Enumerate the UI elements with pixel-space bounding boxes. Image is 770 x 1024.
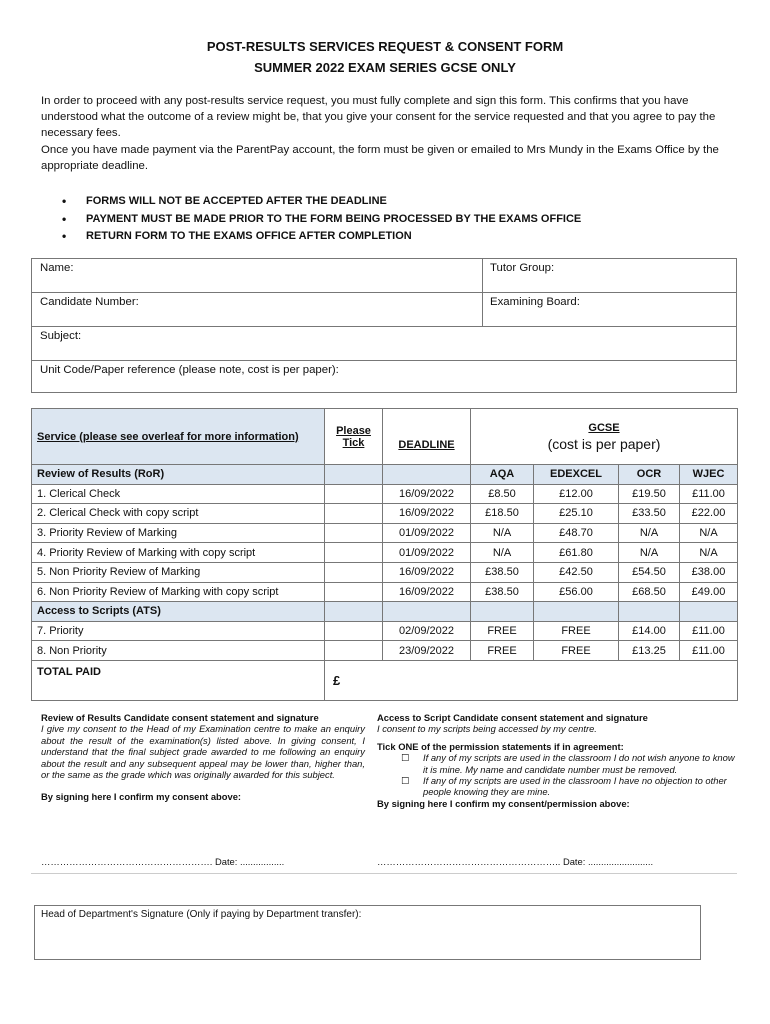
deadline-cell: 02/09/2022 xyxy=(383,621,471,641)
edexcel-price: FREE xyxy=(534,621,619,641)
details-row xyxy=(32,259,736,293)
tick-cell[interactable] xyxy=(325,582,383,602)
ocr-price: £13.25 xyxy=(619,641,680,661)
wjec-price: £22.00 xyxy=(680,504,738,524)
ocr-price: N/A xyxy=(619,543,680,563)
rule-item: • PAYMENT MUST BE MADE PRIOR TO THE FORM BEING PROCESSED BY THE EXAMS OFFICE xyxy=(62,211,581,229)
ocr-price: £54.50 xyxy=(619,562,680,582)
ocr-price: £14.00 xyxy=(619,621,680,641)
total-label: TOTAL PAID xyxy=(32,660,325,700)
service-name: 6. Non Priority Review of Marking with copy script xyxy=(32,582,325,602)
edexcel-price: £42.50 xyxy=(534,562,619,582)
ror-section-label: Review of Results (RoR) xyxy=(32,465,325,485)
wjec-price: £11.00 xyxy=(680,621,738,641)
board-header: EDEXCEL xyxy=(534,465,619,485)
total-paid-field[interactable]: £ xyxy=(325,660,738,700)
tick-cell[interactable] xyxy=(325,562,383,582)
board-header: OCR xyxy=(619,465,680,485)
ocr-price: £19.50 xyxy=(619,484,680,504)
name-field[interactable]: Name: xyxy=(40,262,74,274)
service-header: Service (please see overleaf for more information) xyxy=(32,409,325,465)
ror-signing-text: By signing here I confirm my consent above: xyxy=(41,791,242,803)
wjec-price: £49.00 xyxy=(680,582,738,602)
rule-item: • RETURN FORM TO THE EXAMS OFFICE AFTER COMPLETION xyxy=(62,228,581,246)
ror-signature-line[interactable]: ………………………………………………. Date: ................. xyxy=(41,856,285,867)
tick-cell[interactable] xyxy=(325,523,383,543)
wjec-price: £11.00 xyxy=(680,641,738,661)
ats-consent-heading: Access to Script Candidate consent statement and signature xyxy=(377,712,648,723)
edexcel-price: FREE xyxy=(534,641,619,661)
checkbox-icon[interactable]: ☐ xyxy=(401,752,410,764)
deadline-cell: 01/09/2022 xyxy=(383,543,471,563)
rule-item: • FORMS WILL NOT BE ACCEPTED AFTER THE DEADLINE xyxy=(62,193,581,211)
wjec-price: £38.00 xyxy=(680,562,738,582)
aqa-price: £38.50 xyxy=(471,582,534,602)
wjec-price: N/A xyxy=(680,523,738,543)
tick-cell[interactable] xyxy=(325,621,383,641)
ats-option-1: ☐ If any of my scripts are used in the classroom I do not wish anyone to know it is mine. My name and candidate number must be removed. xyxy=(401,752,735,775)
service-name: 4. Priority Review of Marking with copy script xyxy=(32,543,325,563)
gcse-header: GCSE (cost is per paper) xyxy=(471,409,738,465)
unit-code-field[interactable]: Unit Code/Paper reference (please note, cost is per paper): xyxy=(40,364,339,376)
ocr-price: £68.50 xyxy=(619,582,680,602)
deadline-cell: 01/09/2022 xyxy=(383,523,471,543)
deadline-cell: 16/09/2022 xyxy=(383,484,471,504)
candidate-number-field[interactable]: Candidate Number: xyxy=(40,296,139,308)
service-name: 5. Non Priority Review of Marking xyxy=(32,562,325,582)
edexcel-price: £25.10 xyxy=(534,504,619,524)
intro-text xyxy=(41,93,721,174)
service-name: 1. Clerical Check xyxy=(32,484,325,504)
checkbox-icon[interactable]: ☐ xyxy=(401,775,410,787)
intro-paragraph-1: In order to proceed with any post-results service request, you must fully complete and sign this form. This confirms that you have understood what the outcome of a review might be, that you give your consent for the service requested and that you agree to pay the necessary fees. xyxy=(41,95,716,140)
table-row xyxy=(32,543,738,563)
ats-option-2: ☐ If any of my scripts are used in the classroom I have no objection to other people knowing they are mine. xyxy=(401,775,727,798)
ats-section-label: Access to Scripts (ATS) xyxy=(32,602,325,622)
rules-list xyxy=(62,193,581,246)
wjec-price: £11.00 xyxy=(680,484,738,504)
ror-consent-body: I give my consent to the Head of my Examination centre to make an enquiry about the result of the examination(s) listed above. In giving consent, I understand that the final subject grade awarded to me following an enquiry about the result and any subsequent appeal may be lower than, higher than, or the same as the grade which was originally awarded for this subject. xyxy=(41,723,365,781)
hod-signature-box[interactable] xyxy=(34,905,701,960)
ocr-price: £33.50 xyxy=(619,504,680,524)
board-header: WJEC xyxy=(680,465,738,485)
deadline-cell: 23/09/2022 xyxy=(383,641,471,661)
ats-tick-instruction: Tick ONE of the permission statements if in agreement: xyxy=(377,740,624,752)
form-subtitle: SUMMER 2022 EXAM SERIES GCSE ONLY xyxy=(254,60,516,75)
aqa-price: FREE xyxy=(471,641,534,661)
aqa-price: N/A xyxy=(471,543,534,563)
ats-signature-line[interactable]: ………………………………………………….. Date: ......................... xyxy=(377,856,654,867)
service-name: 3. Priority Review of Marking xyxy=(32,523,325,543)
aqa-price: £38.50 xyxy=(471,562,534,582)
hod-signature-label: Head of Department's Signature (Only if paying by Department transfer): xyxy=(41,909,362,920)
form-title: POST-RESULTS SERVICES REQUEST & CONSENT FORM xyxy=(206,39,564,54)
details-row xyxy=(32,361,736,392)
aqa-price: £18.50 xyxy=(471,504,534,524)
ror-consent-heading: Review of Results Candidate consent statement and signature xyxy=(41,712,319,723)
tick-cell[interactable] xyxy=(325,484,383,504)
ats-consent-section xyxy=(377,712,737,809)
examining-board-field[interactable]: Examining Board: xyxy=(490,296,580,308)
ats-consent-intro: I consent to my scripts being accessed by my centre. xyxy=(377,723,597,735)
deadline-cell: 16/09/2022 xyxy=(383,504,471,524)
table-row xyxy=(32,582,738,602)
ocr-price: N/A xyxy=(619,523,680,543)
table-row xyxy=(32,621,738,641)
intro-paragraph-2: Once you have made payment via the ParentPay account, the form must be given or emailed to Mrs Mundy in the Exams Office by the appropriate deadline. xyxy=(41,143,719,172)
section-divider xyxy=(31,873,737,874)
tutor-group-field[interactable]: Tutor Group: xyxy=(490,262,555,274)
tick-cell[interactable] xyxy=(325,504,383,524)
edexcel-price: £48.70 xyxy=(534,523,619,543)
edexcel-price: £12.00 xyxy=(534,484,619,504)
edexcel-price: £61.80 xyxy=(534,543,619,563)
ror-consent-section xyxy=(41,712,365,803)
tick-cell[interactable] xyxy=(325,543,383,563)
details-row xyxy=(32,293,736,327)
table-row xyxy=(32,504,738,524)
edexcel-price: £56.00 xyxy=(534,582,619,602)
table-row xyxy=(32,562,738,582)
ats-signing-text: By signing here I confirm my consent/permission above: xyxy=(377,797,630,809)
tick-cell[interactable] xyxy=(325,641,383,661)
aqa-price: £8.50 xyxy=(471,484,534,504)
table-row xyxy=(32,484,738,504)
services-table xyxy=(31,408,738,701)
aqa-price: FREE xyxy=(471,621,534,641)
deadline-cell: 16/09/2022 xyxy=(383,582,471,602)
service-name: 2. Clerical Check with copy script xyxy=(32,504,325,524)
table-row xyxy=(32,523,738,543)
board-header: AQA xyxy=(471,465,534,485)
details-row xyxy=(32,327,736,361)
total-row xyxy=(32,660,738,700)
service-name: 8. Non Priority xyxy=(32,641,325,661)
subject-field[interactable]: Subject: xyxy=(40,330,82,342)
service-name: 7. Priority xyxy=(32,621,325,641)
aqa-price: N/A xyxy=(471,523,534,543)
table-row xyxy=(32,641,738,661)
tick-header: Please Tick xyxy=(325,409,383,465)
deadline-cell: 16/09/2022 xyxy=(383,562,471,582)
deadline-header: DEADLINE xyxy=(383,409,471,465)
candidate-details-box xyxy=(31,258,737,393)
wjec-price: N/A xyxy=(680,543,738,563)
